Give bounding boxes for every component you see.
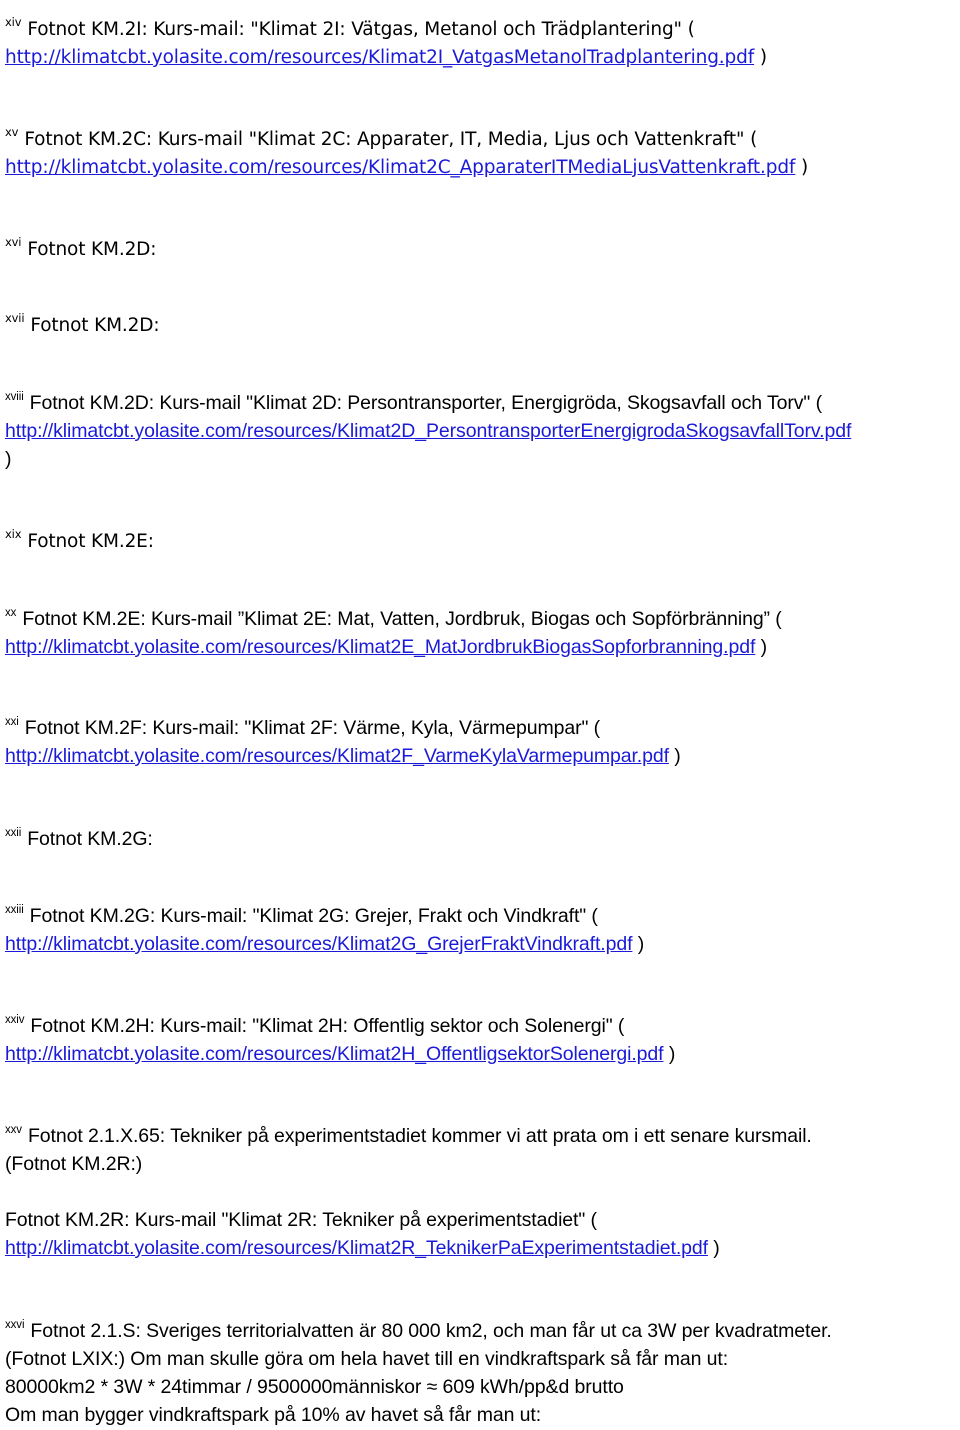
- footnote-link-close: ): [755, 636, 768, 658]
- footnote-xx: [5, 605, 952, 661]
- footnote-marker: xv: [5, 125, 19, 139]
- footnote-text: Fotnot KM.2F: Kurs-mail: "Klimat 2F: Värme, Kyla, Värmepumpar" (: [24, 717, 601, 739]
- footnote-xxiii: [5, 902, 952, 958]
- footnote-marker: xxii: [5, 827, 22, 839]
- footnote-text-line2: (Fotnot KM.2R:): [5, 1153, 143, 1175]
- footnote-text: Fotnot KM.2G: Kurs-mail: "Klimat 2G: Grejer, Frakt och Vindkraft" (: [29, 905, 598, 927]
- footnote-link[interactable]: http://klimatcbt.yolasite.com/resources/Klimat2I_VatgasMetanolTradplantering.pdf: [5, 47, 755, 68]
- footnote-xxi: [5, 714, 952, 770]
- footnote-link[interactable]: http://klimatcbt.yolasite.com/resources/Klimat2E_MatJordbrukBiogasSopforbranning.pdf: [5, 636, 756, 658]
- footnote-xxiv: [5, 1012, 952, 1068]
- footnote-marker: xxiii: [5, 904, 24, 916]
- footnote-text: Fotnot KM.2I: Kurs-mail: "Klimat 2I: Vätgas, Metanol och Trädplantering" (: [27, 19, 695, 40]
- footnote-link-close: ): [663, 1043, 676, 1065]
- footnote-marker: xvi: [5, 235, 22, 249]
- footnote-link[interactable]: http://klimatcbt.yolasite.com/resources/Klimat2C_ApparaterITMediaLjusVattenkraft.pdf: [5, 157, 796, 178]
- footnote-text: Fotnot 2.1.S: Sveriges territorialvatten är 80 000 km2, och man får ut ca 3W per kvadratmeter.: [30, 1320, 832, 1342]
- footnote-xix: [5, 528, 952, 556]
- footnote-text: Fotnot KM.2E: Kurs-mail ”Klimat 2E: Mat, Vatten, Jordbruk, Biogas och Sopförbränning” (: [22, 608, 782, 630]
- footnote-marker: xix: [5, 527, 22, 541]
- footnote-marker: xviii: [5, 391, 24, 403]
- footnote-xvii: [5, 312, 952, 340]
- footnote-link[interactable]: http://klimatcbt.yolasite.com/resources/Klimat2D_PersontransporterEnergigrodaSkogsavfallTorv.pdf: [5, 420, 852, 442]
- footnote-xviii: [5, 389, 952, 473]
- footnote-text-line3: 80000km2 * 3W * 24timmar / 9500000människor ≈ 609 kWh/pp&d brutto: [5, 1376, 624, 1398]
- footnote-xxvi: [5, 1317, 952, 1429]
- footnote-link-close: ): [5, 448, 12, 470]
- footnote-text-line2: (Fotnot LXIX:) Om man skulle göra om hela havet till en vindkraftspark så får man ut:: [5, 1348, 729, 1370]
- footnote-marker: xx: [5, 607, 17, 619]
- footnote-text: Fotnot KM.2G:: [27, 828, 153, 850]
- footnote-link-close: ): [795, 157, 809, 178]
- footnote-text: Fotnot KM.2E:: [27, 531, 154, 552]
- footnote-text-line3: Fotnot KM.2R: Kurs-mail "Klimat 2R: Tekniker på experimentstadiet" (: [5, 1209, 597, 1231]
- footnote-xxv: [5, 1122, 952, 1262]
- footnote-link-close: ): [707, 1237, 720, 1259]
- footnote-xvi: [5, 236, 952, 264]
- footnote-marker: xxvi: [5, 1319, 25, 1331]
- footnote-link-close: ): [668, 745, 681, 767]
- footnote-text-line4: Om man bygger vindkraftspark på 10% av havet så får man ut:: [5, 1404, 542, 1426]
- footnote-text: Fotnot 2.1.X.65: Tekniker på experimentstadiet kommer vi att prata om i ett senare kursmail.: [27, 1125, 812, 1147]
- footnote-link[interactable]: http://klimatcbt.yolasite.com/resources/Klimat2G_GrejerFraktVindkraft.pdf: [5, 933, 633, 955]
- footnote-text: Fotnot KM.2H: Kurs-mail: "Klimat 2H: Offentlig sektor och Solenergi" (: [30, 1015, 625, 1037]
- footnote-marker: xxiv: [5, 1014, 25, 1026]
- footnote-marker: xvii: [5, 311, 25, 325]
- footnote-xxii: [5, 825, 952, 853]
- footnote-link-close: ): [632, 933, 645, 955]
- footnote-marker: xxv: [5, 1124, 22, 1136]
- footnote-text: Fotnot KM.2D: Kurs-mail "Klimat 2D: Persontransporter, Energigröda, Skogsavfall och Torv" (: [29, 392, 822, 414]
- footnote-link-close: ): [754, 47, 767, 68]
- footnote-link[interactable]: http://klimatcbt.yolasite.com/resources/Klimat2F_VarmeKylaVarmepumpar.pdf: [5, 745, 669, 767]
- footnote-text: Fotnot KM.2D:: [30, 315, 160, 336]
- footnote-xv: [5, 126, 952, 182]
- footnote-marker: xiv: [5, 15, 22, 29]
- footnote-xiv: [5, 16, 952, 72]
- footnote-marker: xxi: [5, 716, 19, 728]
- footnote-link[interactable]: http://klimatcbt.yolasite.com/resources/Klimat2R_TeknikerPaExperimentstadiet.pdf: [5, 1237, 708, 1259]
- footnote-text: Fotnot KM.2C: Kurs-mail "Klimat 2C: Apparater, IT, Media, Ljus och Vattenkraft" (: [24, 129, 758, 150]
- footnote-link[interactable]: http://klimatcbt.yolasite.com/resources/Klimat2H_OffentligsektorSolenergi.pdf: [5, 1043, 664, 1065]
- footnote-text: Fotnot KM.2D:: [27, 239, 157, 260]
